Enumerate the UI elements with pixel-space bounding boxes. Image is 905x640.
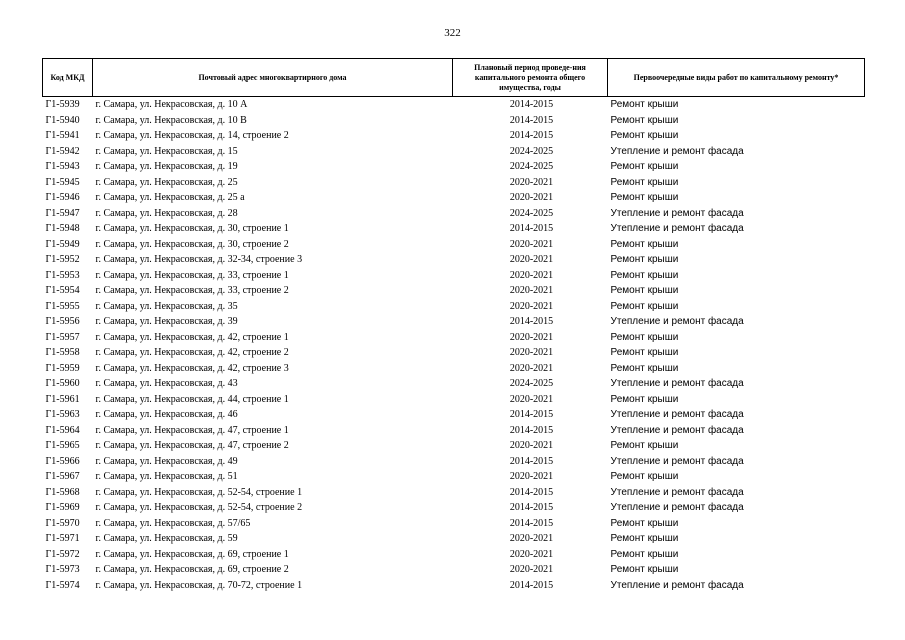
cell-code: Г1-5939 (45, 99, 80, 110)
cell-works: Утепление и ремонт фасада (610, 207, 744, 219)
cell-address: г. Самара, ул. Некрасовская, д. 33, строение 2 (95, 285, 289, 296)
cell-period: 2014-2015 (509, 455, 554, 467)
cell-period: 2024-2025 (509, 145, 554, 157)
cell-address: г. Самара, ул. Некрасовская, д. 42, строение 1 (95, 331, 289, 343)
table-row (43, 128, 865, 144)
table-header (43, 59, 865, 97)
cell-works: Ремонт крыши (610, 533, 679, 544)
cell-code: Г1-5960 (45, 378, 80, 389)
header-works: Первоочередные виды работ по капитальному ремонту* (608, 59, 865, 97)
table-row (43, 206, 865, 222)
cell-works: Утепление и ремонт фасада (610, 579, 744, 591)
cell-address: г. Самара, ул. Некрасовская, д. 10 В (95, 114, 247, 126)
table-row (43, 376, 865, 392)
cell-address: г. Самара, ул. Некрасовская, д. 59 (95, 533, 238, 544)
cell-address: г. Самара, ул. Некрасовская, д. 32-34, строение 3 (95, 254, 303, 265)
table-row (43, 407, 865, 423)
cell-code: Г1-5941 (45, 130, 80, 141)
cell-period: 2014-2015 (509, 409, 554, 420)
cell-period: 2020-2021 (509, 238, 554, 250)
cell-address: г. Самара, ул. Некрасовская, д. 46 (95, 409, 238, 420)
cell-period: 2014-2015 (509, 114, 554, 126)
cell-code: Г1-5952 (45, 254, 80, 265)
cell-address: г. Самара, ул. Некрасовская, д. 47, строение 1 (95, 424, 289, 436)
cell-address: г. Самара, ул. Некрасовская, д. 28 (95, 207, 238, 219)
table-row (43, 361, 865, 377)
cell-code: Г1-5966 (45, 455, 80, 467)
cell-period: 2014-2015 (509, 223, 554, 234)
table-row (43, 531, 865, 547)
cell-period: 2014-2015 (509, 130, 554, 141)
cell-address: г. Самара, ул. Некрасовская, д. 35 (95, 300, 238, 312)
table-row (43, 516, 865, 532)
header-row (43, 59, 865, 97)
cell-works: Ремонт крыши (610, 99, 679, 110)
cell-address: г. Самара, ул. Некрасовская, д. 51 (95, 471, 238, 482)
cell-period: 2014-2015 (509, 517, 554, 529)
cell-address: г. Самара, ул. Некрасовская, д. 43 (95, 378, 238, 389)
cell-address: г. Самара, ул. Некрасовская, д. 42, строение 2 (95, 347, 289, 358)
table-row (43, 454, 865, 470)
cell-works: Ремонт крыши (610, 393, 679, 405)
cell-works: Ремонт крыши (610, 269, 679, 281)
cell-address: г. Самара, ул. Некрасовская, д. 70-72, строение 1 (95, 579, 303, 591)
cell-works: Ремонт крыши (610, 471, 679, 482)
table-row (43, 175, 865, 191)
cell-period: 2020-2021 (509, 393, 554, 405)
cell-period: 2020-2021 (509, 347, 554, 358)
cell-works: Ремонт крыши (610, 517, 679, 529)
cell-works: Утепление и ремонт фасада (610, 145, 744, 157)
cell-code: Г1-5969 (45, 502, 80, 513)
cell-address: г. Самара, ул. Некрасовская, д. 30, строение 1 (95, 223, 289, 234)
cell-address: г. Самара, ул. Некрасовская, д. 44, строение 1 (95, 393, 289, 405)
cell-period: 2020-2021 (509, 254, 554, 265)
cell-code: Г1-5959 (45, 362, 80, 374)
cell-address: г. Самара, ул. Некрасовская, д. 52-54, строение 1 (95, 486, 303, 498)
cell-works: Ремонт крыши (610, 238, 679, 250)
page-number: 322 (444, 27, 461, 39)
cell-address: г. Самара, ул. Некрасовская, д. 49 (95, 455, 238, 467)
cell-period: 2024-2025 (509, 207, 554, 219)
cell-code: Г1-5949 (45, 238, 80, 250)
header-code: Код МКД (43, 59, 93, 97)
cell-address: г. Самара, ул. Некрасовская, д. 57/65 (95, 517, 251, 529)
cell-code: Г1-5943 (45, 161, 80, 172)
cell-works: Утепление и ремонт фасада (610, 424, 744, 436)
table-row (43, 438, 865, 454)
cell-works: Утепление и ремонт фасада (610, 502, 744, 513)
cell-code: Г1-5956 (45, 316, 80, 327)
table-row (43, 221, 865, 237)
cell-code: Г1-5961 (45, 393, 80, 405)
cell-works: Утепление и ремонт фасада (610, 316, 744, 327)
table-row (43, 547, 865, 563)
cell-code: Г1-5947 (45, 207, 80, 219)
table-row (43, 299, 865, 315)
cell-period: 2014-2015 (509, 424, 554, 436)
cell-period: 2014-2015 (509, 502, 554, 513)
cell-period: 2020-2021 (509, 533, 554, 544)
cell-works: Ремонт крыши (610, 300, 679, 312)
cell-address: г. Самара, ул. Некрасовская, д. 47, строение 2 (95, 440, 289, 451)
cell-address: г. Самара, ул. Некрасовская, д. 25 а (95, 192, 245, 203)
cell-code: Г1-5967 (45, 471, 80, 482)
cell-address: г. Самара, ул. Некрасовская, д. 14, строение 2 (95, 130, 289, 141)
cell-period: 2020-2021 (509, 471, 554, 482)
cell-works: Ремонт крыши (610, 347, 679, 358)
cell-period: 2020-2021 (509, 285, 554, 296)
cell-code: Г1-5955 (45, 300, 80, 312)
cell-works: Ремонт крыши (610, 161, 679, 172)
cell-works: Ремонт крыши (610, 114, 679, 126)
cell-address: г. Самара, ул. Некрасовская, д. 15 (95, 145, 238, 157)
cell-period: 2020-2021 (509, 176, 554, 188)
cell-period: 2020-2021 (509, 192, 554, 203)
table-row (43, 268, 865, 284)
cell-code: Г1-5965 (45, 440, 80, 451)
table-row (43, 578, 865, 594)
cell-works: Утепление и ремонт фасада (610, 378, 744, 389)
cell-works: Утепление и ремонт фасада (610, 455, 744, 467)
cell-code: Г1-5946 (45, 192, 80, 203)
table-row (43, 423, 865, 439)
cell-period: 2014-2015 (509, 316, 554, 327)
cell-works: Ремонт крыши (610, 362, 679, 374)
cell-works: Ремонт крыши (610, 285, 679, 296)
table-row (43, 485, 865, 501)
cell-works: Ремонт крыши (610, 548, 679, 560)
table-row (43, 283, 865, 299)
cell-code: Г1-5971 (45, 533, 80, 544)
cell-period: 2020-2021 (509, 564, 554, 575)
cell-period: 2014-2015 (509, 486, 554, 498)
cell-works: Ремонт крыши (610, 331, 679, 343)
cell-period: 2014-2015 (509, 99, 554, 110)
cell-works: Утепление и ремонт фасада (610, 409, 744, 420)
cell-code: Г1-5948 (45, 223, 80, 234)
cell-address: г. Самара, ул. Некрасовская, д. 42, строение 3 (95, 362, 289, 374)
cell-address: г. Самара, ул. Некрасовская, д. 39 (95, 316, 238, 327)
cell-code: Г1-5970 (45, 517, 80, 529)
cell-address: г. Самара, ул. Некрасовская, д. 69, строение 2 (95, 564, 289, 575)
cell-code: Г1-5963 (45, 409, 80, 420)
cell-code: Г1-5973 (45, 564, 80, 575)
cell-works: Ремонт крыши (610, 130, 679, 141)
table-row (43, 469, 865, 485)
table-row (43, 330, 865, 346)
cell-works: Ремонт крыши (610, 254, 679, 265)
cell-code: Г1-5945 (45, 176, 80, 188)
cell-period: 2020-2021 (509, 269, 554, 281)
cell-period: 2020-2021 (509, 440, 554, 451)
table-row (43, 500, 865, 516)
cell-address: г. Самара, ул. Некрасовская, д. 19 (95, 161, 238, 172)
table-body (43, 97, 865, 594)
cell-code: Г1-5958 (45, 347, 80, 358)
cell-code: Г1-5968 (45, 486, 80, 498)
cell-code: Г1-5940 (45, 114, 80, 126)
table-row (43, 562, 865, 578)
header-address: Почтовый адрес многоквартирного дома (93, 59, 453, 97)
table-row (43, 345, 865, 361)
table-row (43, 113, 865, 129)
cell-code: Г1-5972 (45, 548, 80, 560)
cell-address: г. Самара, ул. Некрасовская, д. 69, строение 1 (95, 548, 289, 560)
cell-period: 2024-2025 (509, 161, 554, 172)
cell-code: Г1-5954 (45, 285, 80, 296)
cell-address: г. Самара, ул. Некрасовская, д. 33, строение 1 (95, 269, 289, 281)
cell-address: г. Самара, ул. Некрасовская, д. 30, строение 2 (95, 238, 289, 250)
table-row (43, 314, 865, 330)
table-row (43, 97, 865, 113)
cell-works: Утепление и ремонт фасада (610, 223, 744, 234)
cell-period: 2020-2021 (509, 300, 554, 312)
cell-code: Г1-5964 (45, 424, 80, 436)
cell-period: 2020-2021 (509, 362, 554, 374)
cell-address: г. Самара, ул. Некрасовская, д. 10 А (95, 99, 248, 110)
cell-period: 2014-2015 (509, 579, 554, 591)
housing-repair-table (42, 58, 865, 593)
table-row (43, 392, 865, 408)
table-row (43, 190, 865, 206)
cell-code: Г1-5942 (45, 145, 80, 157)
cell-period: 2024-2025 (509, 378, 554, 389)
table-row (43, 159, 865, 175)
cell-works: Ремонт крыши (610, 176, 679, 188)
cell-code: Г1-5953 (45, 269, 80, 281)
cell-address: г. Самара, ул. Некрасовская, д. 52-54, строение 2 (95, 502, 303, 513)
header-period: Плановый период проведе-ния капитального ремонта общего имущества, годы (453, 59, 608, 97)
cell-works: Ремонт крыши (610, 192, 679, 203)
cell-works: Ремонт крыши (610, 440, 679, 451)
cell-works: Ремонт крыши (610, 564, 679, 575)
cell-code: Г1-5974 (45, 579, 80, 591)
cell-period: 2020-2021 (509, 331, 554, 343)
table-row (43, 252, 865, 268)
cell-period: 2020-2021 (509, 548, 554, 560)
table-row (43, 144, 865, 160)
cell-works: Утепление и ремонт фасада (610, 486, 744, 498)
cell-address: г. Самара, ул. Некрасовская, д. 25 (95, 176, 238, 188)
table-row (43, 237, 865, 253)
cell-code: Г1-5957 (45, 331, 80, 343)
